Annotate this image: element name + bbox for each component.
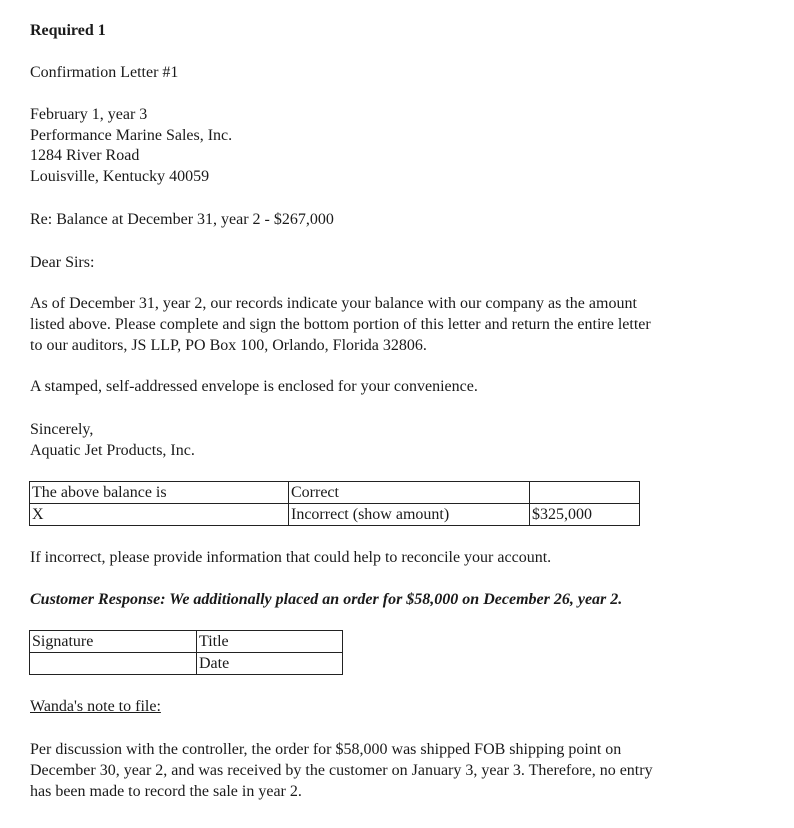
customer-response: Customer Response: We additionally placed an order for $58,000 on December 26, year 2.: [30, 591, 623, 608]
addressee-company: Performance Marine Sales, Inc.: [30, 127, 233, 144]
mark-cell: X: [30, 504, 289, 526]
title-cell: Title: [197, 631, 343, 653]
signature-table: [29, 630, 343, 675]
correct-option-cell: Correct: [289, 482, 530, 504]
note-line: December 30, year 2, and was received by the customer on January 3, year 3. Therefore, no entry: [30, 762, 653, 779]
note-line: Per discussion with the controller, the order for $58,000 was shipped FOB shipping point on: [30, 741, 622, 758]
incorrect-option-cell: Incorrect (show amount): [289, 504, 530, 526]
letter-title: Confirmation Letter #1: [30, 64, 179, 81]
incorrect-prompt: If incorrect, please provide information that could help to reconcile your account.: [30, 549, 552, 566]
balance-label-cell: The above balance is: [30, 482, 289, 504]
signature-cell: Signature: [30, 631, 197, 653]
closing: Sincerely,: [30, 421, 94, 438]
balance-confirmation-table: [29, 481, 640, 526]
addressee-street: 1284 River Road: [30, 147, 140, 164]
letter-body-line: to our auditors, JS LLP, PO Box 100, Orlando, Florida 32806.: [30, 337, 427, 354]
note-line: has been made to record the sale in year 2.: [30, 783, 302, 800]
salutation: Dear Sirs:: [30, 254, 95, 271]
table-row: [30, 504, 640, 526]
addressee-city: Louisville, Kentucky 40059: [30, 168, 210, 185]
letter-date: February 1, year 3: [30, 106, 148, 123]
letter-body-line: listed above. Please complete and sign the bottom portion of this letter and return the entire letter: [30, 316, 651, 333]
signature-blank-cell: [30, 653, 197, 675]
letter-body-line: As of December 31, year 2, our records indicate your balance with our company as the amount: [30, 295, 637, 312]
incorrect-amount-cell: $325,000: [530, 504, 640, 526]
envelope-note: A stamped, self-addressed envelope is enclosed for your convenience.: [30, 378, 478, 395]
note-heading: Wanda's note to file:: [30, 698, 161, 715]
correct-amount-cell: [530, 482, 640, 504]
section-heading: Required 1: [30, 22, 106, 39]
re-line: Re: Balance at December 31, year 2 - $267,000: [30, 211, 334, 228]
sender-name: Aquatic Jet Products, Inc.: [30, 442, 195, 459]
note-body: [30, 739, 760, 802]
table-row: [30, 482, 640, 504]
letter-body: [30, 293, 760, 356]
date-cell: Date: [197, 653, 343, 675]
table-row: [30, 631, 343, 653]
table-row: [30, 653, 343, 675]
